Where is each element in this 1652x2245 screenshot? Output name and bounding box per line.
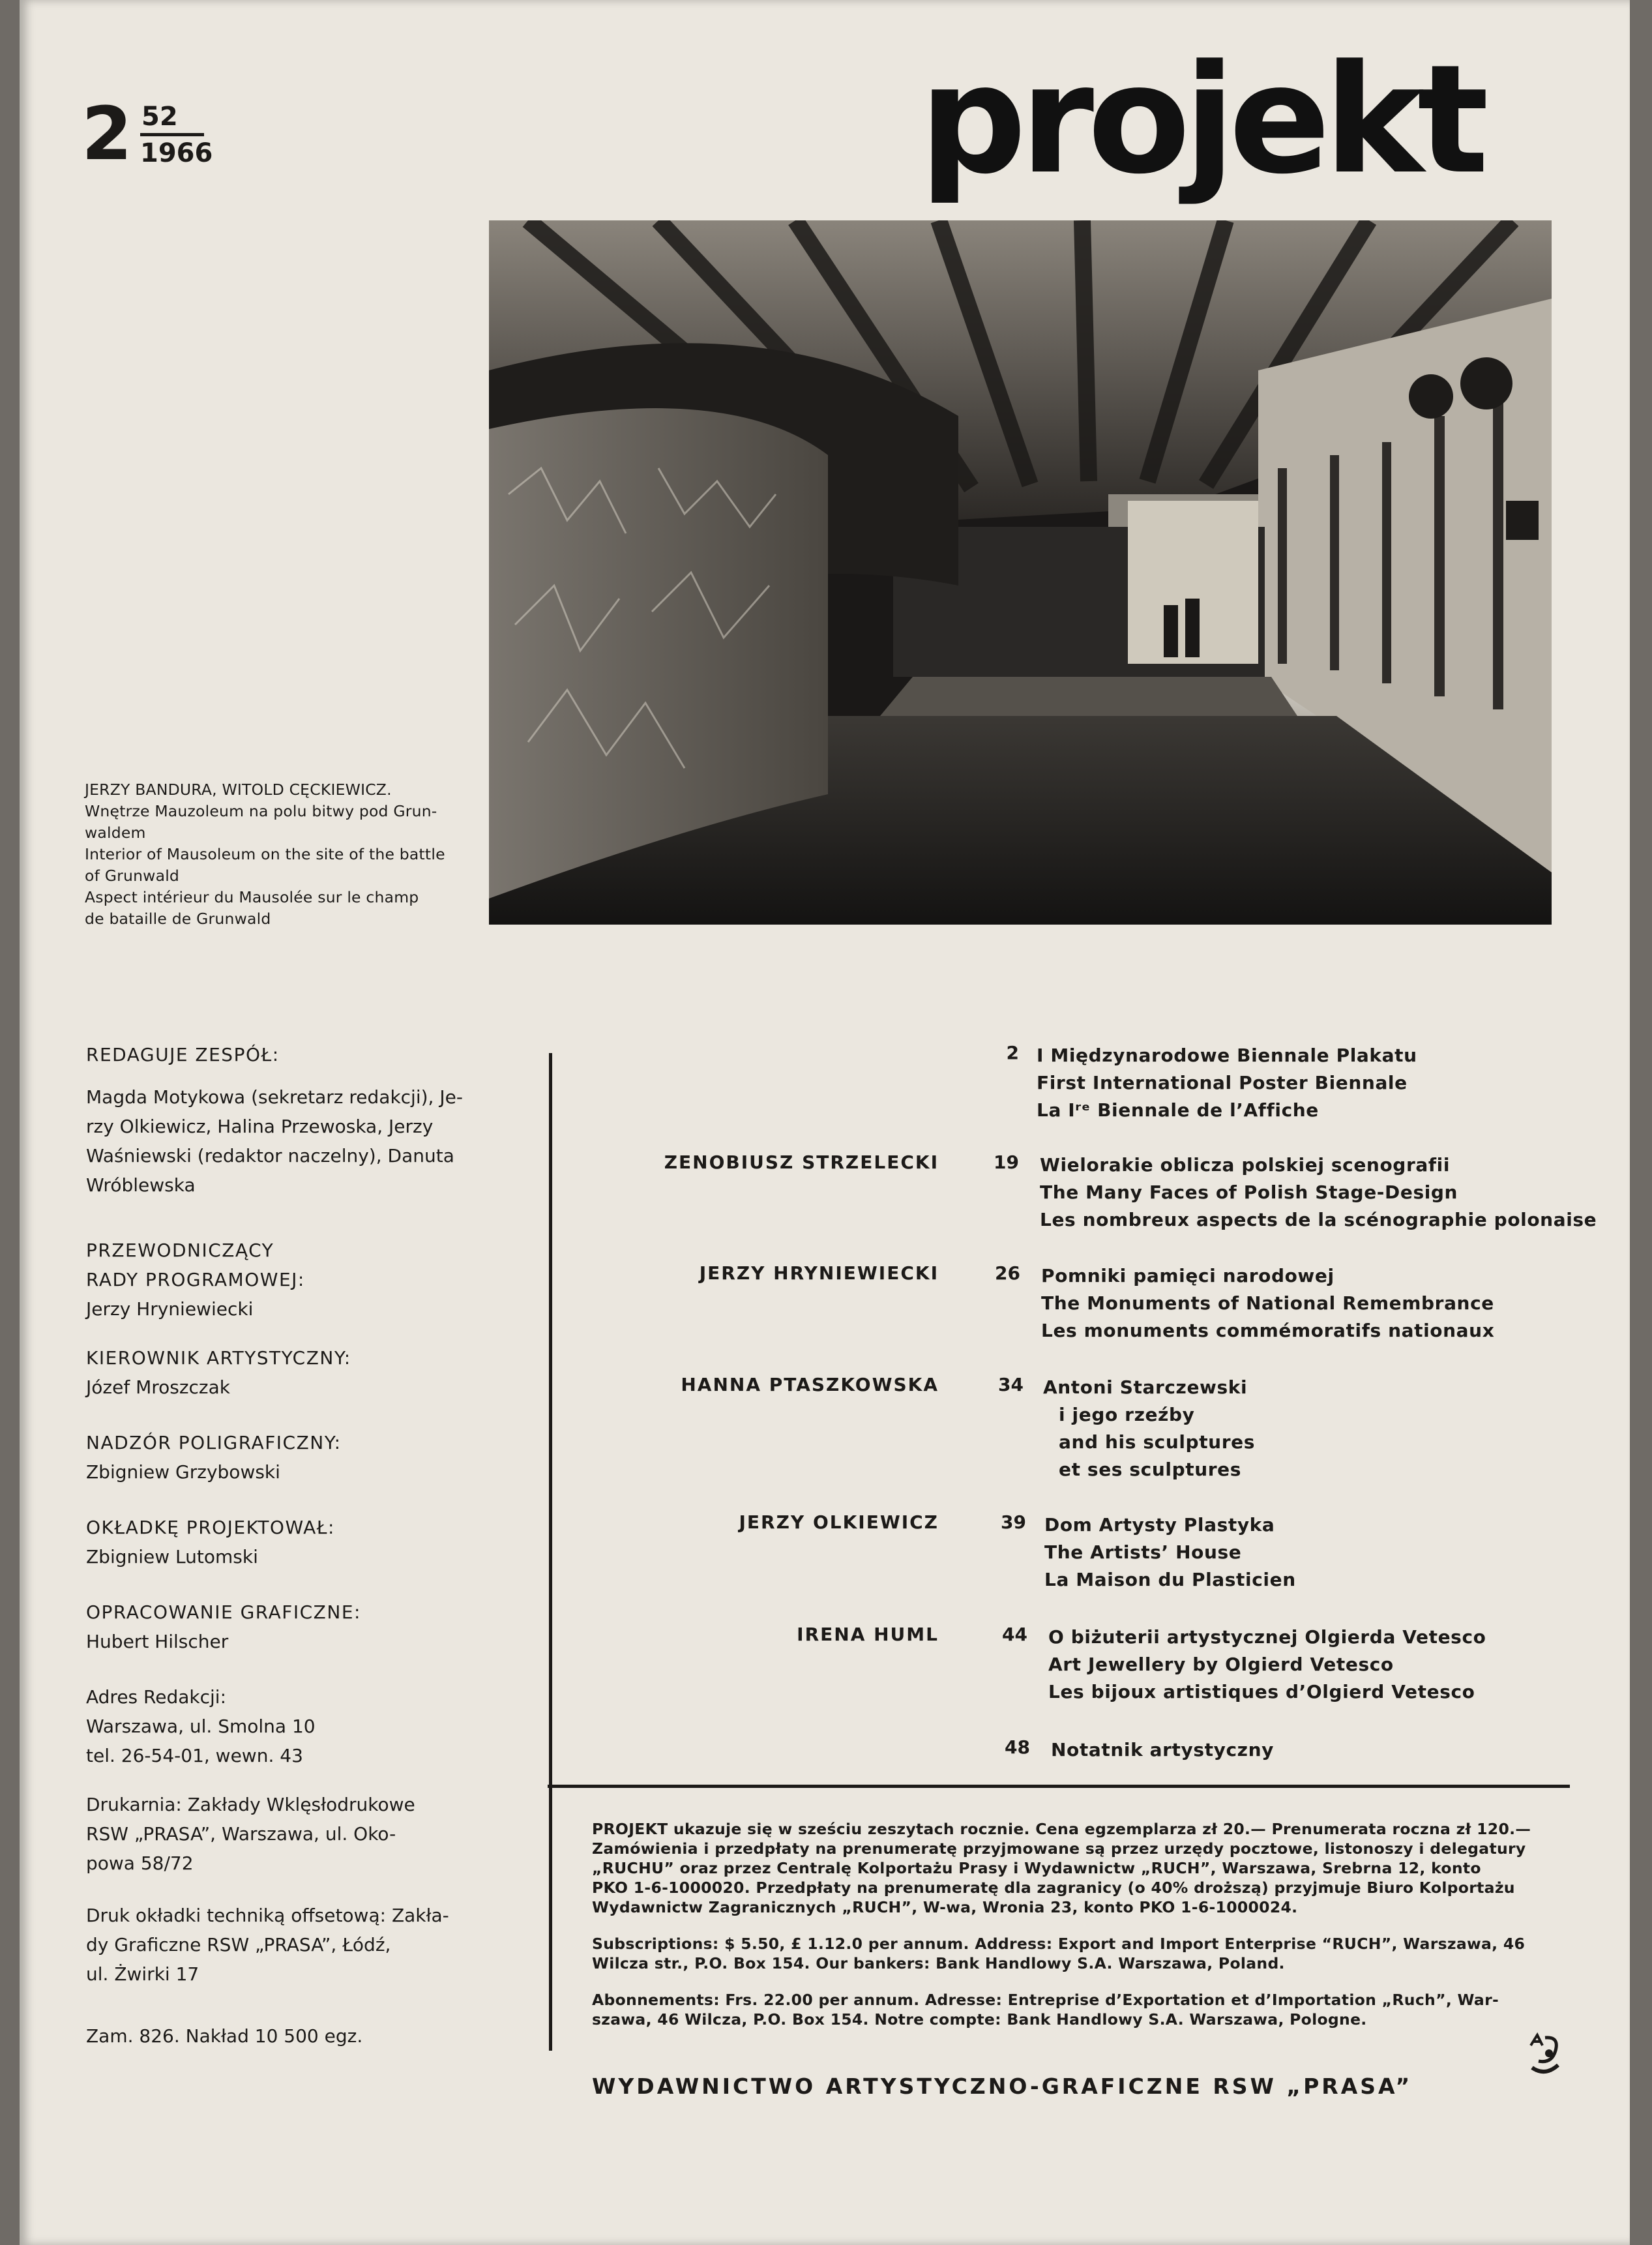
- block-heading: KIEROWNIK ARTYSTYCZNY:: [86, 1347, 351, 1369]
- block-heading: Druk okładki techniką offsetową: Zakła-: [86, 1905, 449, 1926]
- toc-title-line: i jego rzeźby: [1059, 1404, 1195, 1425]
- block-heading: REDAGUJE ZESPÓŁ:: [86, 1044, 280, 1065]
- toc-titles: [1044, 1511, 1296, 1594]
- toc-page-number: 39: [1001, 1511, 1026, 1533]
- block-heading: OKŁADKĘ PROJEKTOWAŁ:: [86, 1517, 335, 1538]
- note-line: Subscriptions: $ 5.50, £ 1.12.0 per annum. Address: Export and Import Enterprise “RUCH”, Warszawa, 46: [592, 1935, 1526, 1953]
- toc-title-line: Les bijoux artistiques d’Olgierd Vetesco: [1048, 1681, 1475, 1702]
- caption-line: JERZY BANDURA, WITOLD CĘCKIEWICZ.: [85, 781, 392, 799]
- caption-line: waldem: [85, 824, 146, 842]
- issue-divider: [140, 133, 204, 136]
- contents-divider: [548, 1785, 1570, 1788]
- toc-titles: [1041, 1262, 1494, 1345]
- editorial-block: [86, 1343, 351, 1402]
- caption-line: de bataille de Grunwald: [85, 910, 271, 928]
- note-line: Abonnements: Frs. 22.00 per annum. Adresse: Entreprise d’Exportation et d’Importation „Ruch”, War-: [592, 1991, 1499, 2009]
- caption-line: Interior of Mausoleum on the site of the battle: [85, 845, 445, 863]
- caption-line: of Grunwald: [85, 867, 180, 885]
- note-line: „RUCHU” oraz przez Centralę Kolportażu Prasy i Wydawnictw „RUCH”, Warszawa, Srebrna 12, konto: [592, 1859, 1481, 1877]
- toc-author: IRENA HUML: [797, 1624, 939, 1645]
- notes-polish: [592, 1819, 1570, 1917]
- block-line: RSW „PRASA”, Warszawa, ul. Oko-: [86, 1823, 396, 1845]
- toc-page-number: 19: [994, 1152, 1019, 1173]
- caption-line: Aspect intérieur du Mausolée sur le champ: [85, 888, 419, 906]
- toc-titles: [1037, 1042, 1417, 1124]
- print-run-note: Zam. 826. Nakład 10 500 egz.: [86, 2025, 363, 2047]
- toc-title-line: First International Poster Biennale: [1037, 1072, 1408, 1093]
- magazine-logo: projekt: [919, 33, 1482, 207]
- toc-title-line: La Iʳᵉ Biennale de l’Affiche: [1037, 1099, 1319, 1121]
- editorial-block: [86, 1428, 342, 1487]
- toc-titles: [1043, 1374, 1255, 1483]
- note-line: PKO 1-6-1000020. Przedpłaty na prenumeratę dla zagranicy (o 40% droższą) przyjmuje Biuro Kolportażu: [592, 1879, 1515, 1897]
- toc-author: JERZY HRYNIEWIECKI: [699, 1262, 939, 1284]
- note-line: Zamówienia i przedpłaty na prenumeratę przyjmowane są przez urzędy pocztowe, listonoszy i delegatury: [592, 1839, 1526, 1858]
- toc-title-line: Les nombreux aspects de la scénographie polonaise: [1040, 1209, 1597, 1230]
- editorial-block: [86, 1236, 305, 1324]
- mausoleum-interior-image: [489, 220, 1552, 925]
- toc-page-number: 48: [1005, 1736, 1030, 1758]
- block-line: powa 58/72: [86, 1852, 194, 1874]
- subscription-notes: [592, 1819, 1570, 2046]
- toc-page-number: 26: [995, 1262, 1020, 1284]
- notes-english: [592, 1934, 1570, 1973]
- magazine-page: [20, 0, 1630, 2245]
- editorial-block: [86, 2021, 362, 2051]
- photo-caption: [85, 779, 476, 930]
- note-line: Wydawnictw Zagranicznych „RUCH”, W-wa, Wronia 23, konto PKO 1-6-1000024.: [592, 1898, 1298, 1916]
- toc-title-line: Pomniki pamięci narodowej: [1041, 1265, 1335, 1286]
- toc-title-line: Wielorakie oblicza polskiej scenografii: [1040, 1154, 1451, 1176]
- editorial-block: [86, 1901, 449, 1989]
- notes-french: [592, 1990, 1570, 2029]
- toc-author: ZENOBIUSZ STRZELECKI: [664, 1152, 939, 1173]
- toc-title-line: Les monuments commémoratifs nationaux: [1041, 1320, 1495, 1341]
- toc-title-line: Notatnik artystyczny: [1051, 1739, 1274, 1761]
- toc-title-line: O biżuterii artystycznej Olgierda Vetesco: [1048, 1626, 1486, 1648]
- block-line: Waśniewski (redaktor naczelny), Danuta: [86, 1145, 454, 1167]
- toc-titles: [1040, 1152, 1597, 1234]
- block-line: Jerzy Hryniewiecki: [86, 1298, 254, 1320]
- block-line: Magda Motykowa (sekretarz redakcji), Je-: [86, 1086, 463, 1108]
- block-line: Józef Mroszczak: [86, 1376, 231, 1398]
- toc-author: HANNA PTASZKOWSKA: [681, 1374, 939, 1395]
- note-line: PROJEKT ukazuje się w sześciu zeszytach rocznie. Cena egzemplarza zł 20.— Prenumerata roczna zł 120.—: [592, 1820, 1531, 1838]
- editorial-block: [86, 1790, 415, 1878]
- toc-title-line: et ses sculptures: [1059, 1459, 1242, 1480]
- toc-author: JERZY OLKIEWICZ: [739, 1511, 939, 1533]
- block-line: Hubert Hilscher: [86, 1631, 229, 1652]
- toc-titles: [1048, 1624, 1486, 1706]
- publisher-name: WYDAWNICTWO ARTYSTYCZNO-GRAFICZNE RSW „PRASA”: [592, 2074, 1413, 2099]
- block-heading: OPRACOWANIE GRAFICZNE:: [86, 1601, 361, 1623]
- cover-photo: [489, 220, 1552, 925]
- block-line: Zbigniew Grzybowski: [86, 1461, 280, 1483]
- toc-page-number: 44: [1002, 1624, 1027, 1645]
- block-line: dy Graficzne RSW „PRASA”, Łódź,: [86, 1934, 391, 1955]
- block-line: Wróblewska: [86, 1174, 196, 1196]
- editorial-block: [86, 1040, 463, 1200]
- issue-sequence: 52: [141, 102, 178, 132]
- note-line: szawa, 46 Wilcza, P.O. Box 154. Notre compte: Bank Handlowy S.A. Warszawa, Pologne.: [592, 2010, 1367, 2029]
- caption-line: Wnętrze Mauzoleum na polu bitwy pod Grun-: [85, 802, 437, 820]
- toc-title-line: Dom Artysty Plastyka: [1044, 1514, 1275, 1536]
- toc-title-line: I Międzynarodowe Biennale Plakatu: [1037, 1045, 1417, 1066]
- toc-title-line: and his sculptures: [1059, 1431, 1255, 1453]
- editorial-block: [86, 1598, 361, 1656]
- block-line: Warszawa, ul. Smolna 10: [86, 1716, 316, 1737]
- toc-title-line: Art Jewellery by Olgierd Vetesco: [1048, 1654, 1394, 1675]
- note-line: Wilcza str., P.O. Box 154. Our bankers: Bank Handlowy S.A. Warszawa, Poland.: [592, 1954, 1285, 1972]
- editorial-block: [86, 1513, 335, 1571]
- block-heading: Adres Redakcji:: [86, 1686, 227, 1708]
- block-heading: PRZEWODNICZĄCY: [86, 1240, 274, 1261]
- toc-page-number: 34: [998, 1374, 1024, 1395]
- toc-page-number: 2: [1006, 1042, 1019, 1063]
- block-heading: NADZÓR POLIGRAFICZNY:: [86, 1432, 342, 1453]
- publisher-logo-icon: [1526, 2031, 1565, 2077]
- block-heading: Drukarnia: Zakłady Wklęsłodrukowe: [86, 1794, 415, 1815]
- toc-titles: [1051, 1736, 1274, 1764]
- toc-title-line: La Maison du Plasticien: [1044, 1569, 1296, 1590]
- toc-title-line: The Monuments of National Remembrance: [1041, 1292, 1494, 1314]
- toc-title-line: Antoni Starczewski: [1043, 1376, 1248, 1398]
- block-line: rzy Olkiewicz, Halina Przewoska, Jerzy: [86, 1116, 434, 1137]
- toc-title-line: The Many Faces of Polish Stage-Design: [1040, 1182, 1458, 1203]
- block-line: tel. 26-54-01, wewn. 43: [86, 1745, 303, 1766]
- block-line: RADY PROGRAMOWEJ:: [86, 1269, 305, 1290]
- editorial-block: [86, 1682, 316, 1770]
- block-line: Zbigniew Lutomski: [86, 1546, 258, 1568]
- toc-title-line: The Artists’ House: [1044, 1541, 1242, 1563]
- issue-year: 1966: [140, 138, 213, 168]
- block-line: ul. Żwirki 17: [86, 1963, 199, 1985]
- column-divider: [549, 1053, 552, 2051]
- issue-number: 2: [81, 92, 131, 177]
